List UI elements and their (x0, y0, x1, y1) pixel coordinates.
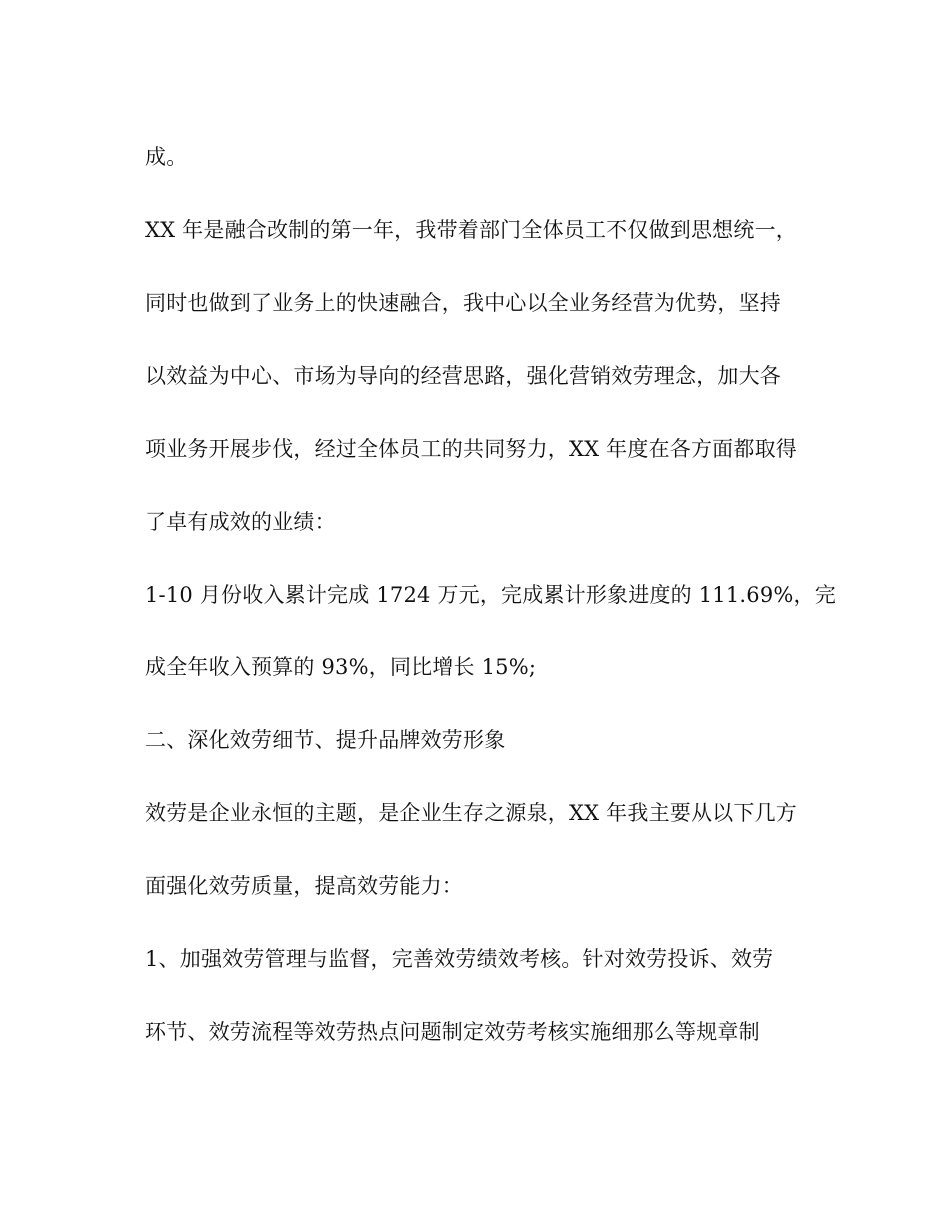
section-heading: 二、深化效劳细节、提升品牌效劳形象 (145, 728, 506, 752)
text-line: 1-10 月份收入累计完成 1724 万元，完成累计形象进度的 111.69%，完 (145, 583, 836, 607)
text-line: 以效益为中心、市场为导向的经营思路，强化营销效劳理念，加大各 (145, 364, 781, 388)
text-line: XX 年是融合改制的第一年，我带着部门全体员工不仅做到思想统一， (145, 218, 797, 242)
text-line: 成全年收入预算的 93%，同比增长 15%; (145, 655, 537, 679)
text-line: 项业务开展步伐，经过全体员工的共同努力，XX 年度在各方面都取得 (145, 437, 797, 461)
text-line: 环节、效劳流程等效劳热点问题制定效劳考核实施细那么等规章制 (145, 1020, 760, 1044)
text-line: 同时也做到了业务上的快速融合，我中心以全业务经营为优势，坚持 (145, 291, 781, 315)
text-line: 了卓有成效的业绩： (145, 510, 336, 534)
text-line: 1、加强效劳管理与监督，完善效劳绩效考核。针对效劳投诉、效劳 (145, 947, 774, 971)
text-line: 面强化效劳质量，提高效劳能力： (145, 874, 463, 898)
text-line: 成。 (145, 145, 188, 169)
text-line: 效劳是企业永恒的主题，是企业生存之源泉，XX 年我主要从以下几方 (145, 801, 797, 825)
